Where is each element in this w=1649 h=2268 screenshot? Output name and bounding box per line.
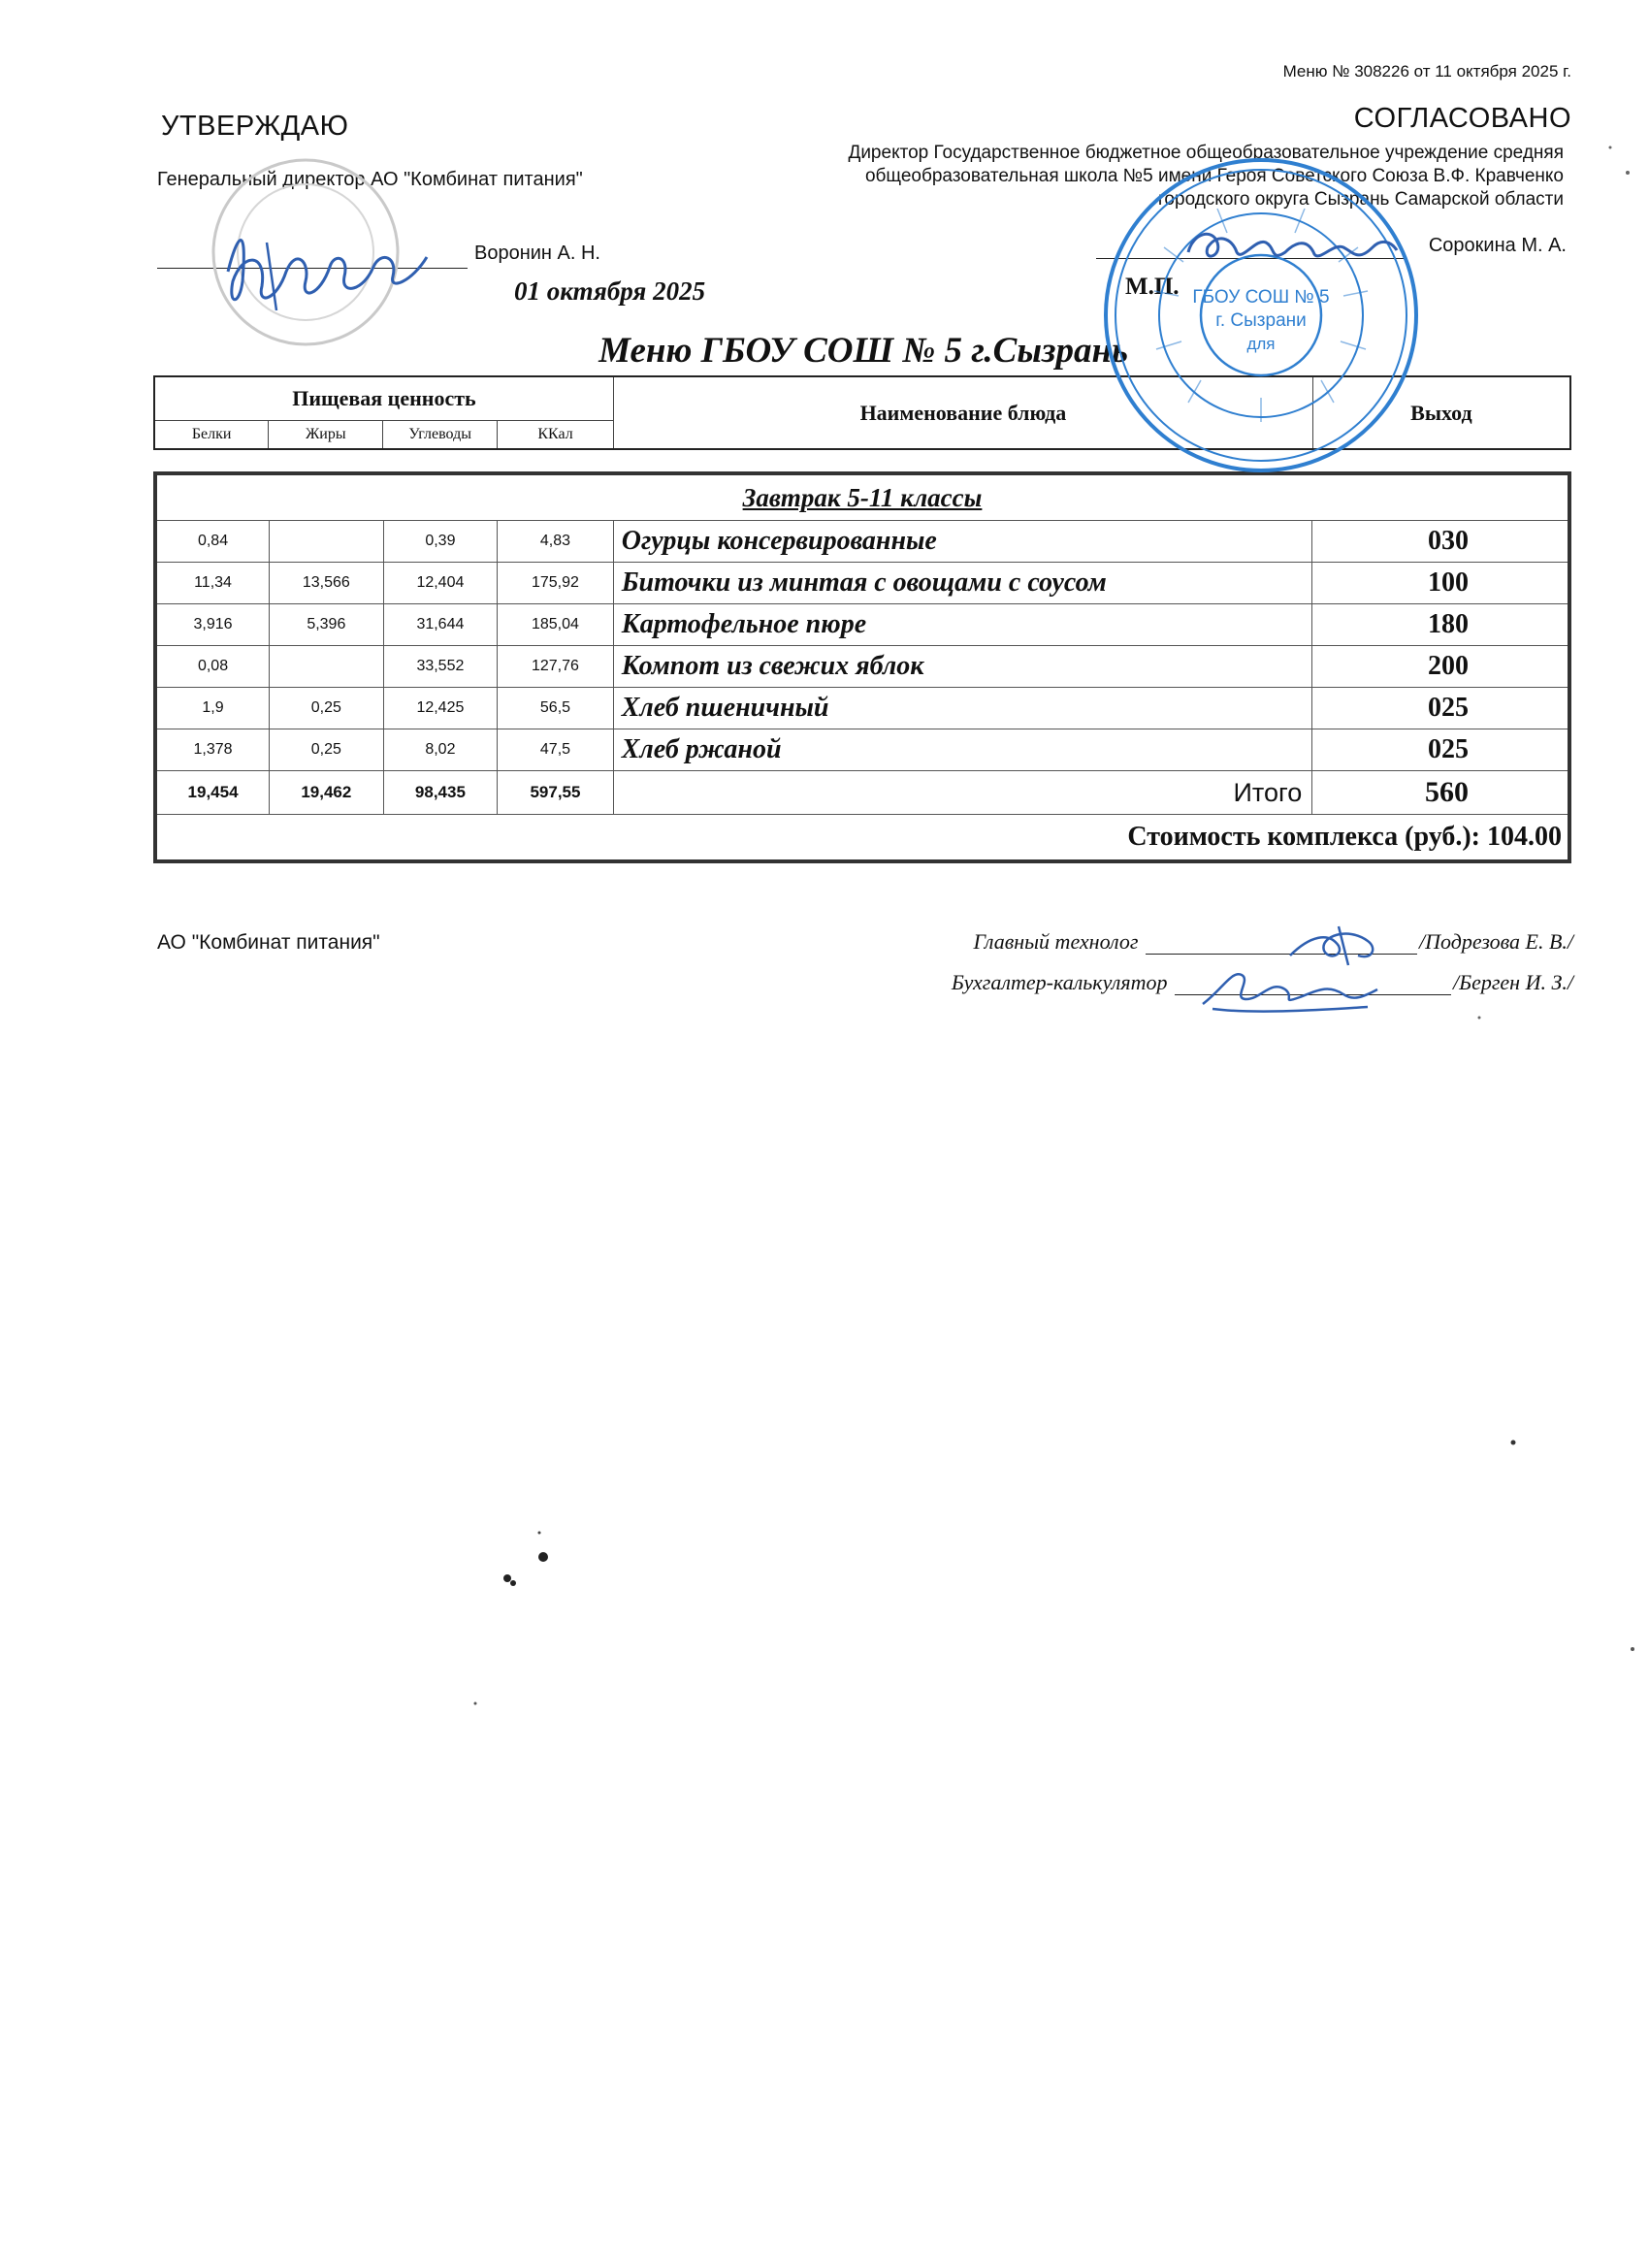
yield-cell: 025 — [1312, 729, 1569, 771]
dish-name-header: Наименование блюда — [613, 376, 1312, 449]
menu-number: Меню № 308226 от 11 октября 2025 г. — [1282, 62, 1571, 81]
total-kcal: 597,55 — [498, 771, 614, 815]
stamp-center-line2: г. Сызрани — [1215, 310, 1307, 331]
fat-cell: 0,25 — [270, 688, 384, 729]
stamp-center-line3: для — [1246, 335, 1276, 353]
total-fat: 19,462 — [270, 771, 384, 815]
fat-header: Жиры — [269, 421, 383, 450]
approve-date: 01 октября 2025 — [514, 276, 706, 306]
accountant-name: /Берген И. З./ — [1452, 970, 1573, 994]
agree-role-line2: общеобразовательная школа №5 имени Героя Советского Союза В.Ф. Кравченко — [864, 166, 1564, 186]
fat-cell: 13,566 — [270, 563, 384, 604]
kcal-cell: 185,04 — [498, 604, 614, 646]
technologist-role: Главный технолог — [973, 929, 1139, 954]
dish-cell: Огурцы консервированные — [613, 521, 1312, 563]
yield-cell: 025 — [1312, 688, 1569, 729]
protein-cell: 0,84 — [155, 521, 270, 563]
protein-cell: 3,916 — [155, 604, 270, 646]
document-title: Меню ГБОУ СОШ № 5 г.Сызрань — [598, 331, 1128, 371]
fat-cell: 0,25 — [270, 729, 384, 771]
carbs-cell: 33,552 — [383, 646, 498, 688]
protein-cell: 11,34 — [155, 563, 270, 604]
protein-header: Белки — [154, 421, 269, 450]
kcal-header: ККал — [498, 421, 614, 450]
protein-cell: 0,08 — [155, 646, 270, 688]
carbs-cell: 12,404 — [383, 563, 498, 604]
kcal-cell: 175,92 — [498, 563, 614, 604]
stamp-place: М.П. — [1125, 274, 1180, 300]
kcal-cell: 127,76 — [498, 646, 614, 688]
agree-name: Сорокина М. А. — [1428, 235, 1567, 256]
agree-role-line3: городского округа Сызрань Самарской области — [1157, 189, 1564, 210]
dish-cell: Хлеб ржаной — [613, 729, 1312, 771]
nutrition-group-header: Пищевая ценность — [154, 376, 613, 421]
carbs-header: Углеводы — [383, 421, 498, 450]
accountant-role: Бухгалтер-калькулятор — [951, 970, 1168, 994]
yield-cell: 100 — [1312, 563, 1569, 604]
approve-title: УТВЕРЖДАЮ — [161, 111, 349, 142]
yield-cell: 180 — [1312, 604, 1569, 646]
total-yield: 560 — [1312, 771, 1569, 815]
total-carbs: 98,435 — [383, 771, 498, 815]
agree-title: СОГЛАСОВАНО — [1353, 103, 1571, 134]
meal-section-title: Завтрак 5-11 классы — [155, 473, 1569, 521]
yield-cell: 030 — [1312, 521, 1569, 563]
approve-name: Воронин А. Н. — [474, 243, 600, 264]
dish-cell: Биточки из минтая с овощами с соусом — [613, 563, 1312, 604]
technologist-name: /Подрезова Е. В./ — [1419, 929, 1573, 954]
fat-cell: 5,396 — [270, 604, 384, 646]
carbs-cell: 0,39 — [383, 521, 498, 563]
yield-header: Выход — [1312, 376, 1570, 449]
kcal-cell: 4,83 — [498, 521, 614, 563]
dish-cell: Картофельное пюре — [613, 604, 1312, 646]
dish-cell: Хлеб пшеничный — [613, 688, 1312, 729]
protein-cell: 1,9 — [155, 688, 270, 729]
carbs-cell: 31,644 — [383, 604, 498, 646]
complex-cost: Стоимость комплекса (руб.): 104.00 — [155, 815, 1569, 862]
footer-organization: АО "Комбинат питания" — [157, 931, 380, 954]
carbs-cell: 12,425 — [383, 688, 498, 729]
agree-role-line1: Директор Государственное бюджетное общеобразовательное учреждение средняя — [848, 143, 1564, 163]
carbs-cell: 8,02 — [383, 729, 498, 771]
total-protein: 19,454 — [155, 771, 270, 815]
yield-cell: 200 — [1312, 646, 1569, 688]
stamp-center-line1: ГБОУ СОШ № 5 — [1192, 287, 1330, 308]
kcal-cell: 47,5 — [498, 729, 614, 771]
total-label: Итого — [613, 771, 1312, 815]
protein-cell: 1,378 — [155, 729, 270, 771]
kcal-cell: 56,5 — [498, 688, 614, 729]
dish-cell: Компот из свежих яблок — [613, 646, 1312, 688]
approve-role: Генеральный директор АО "Комбинат питания" — [157, 169, 583, 190]
